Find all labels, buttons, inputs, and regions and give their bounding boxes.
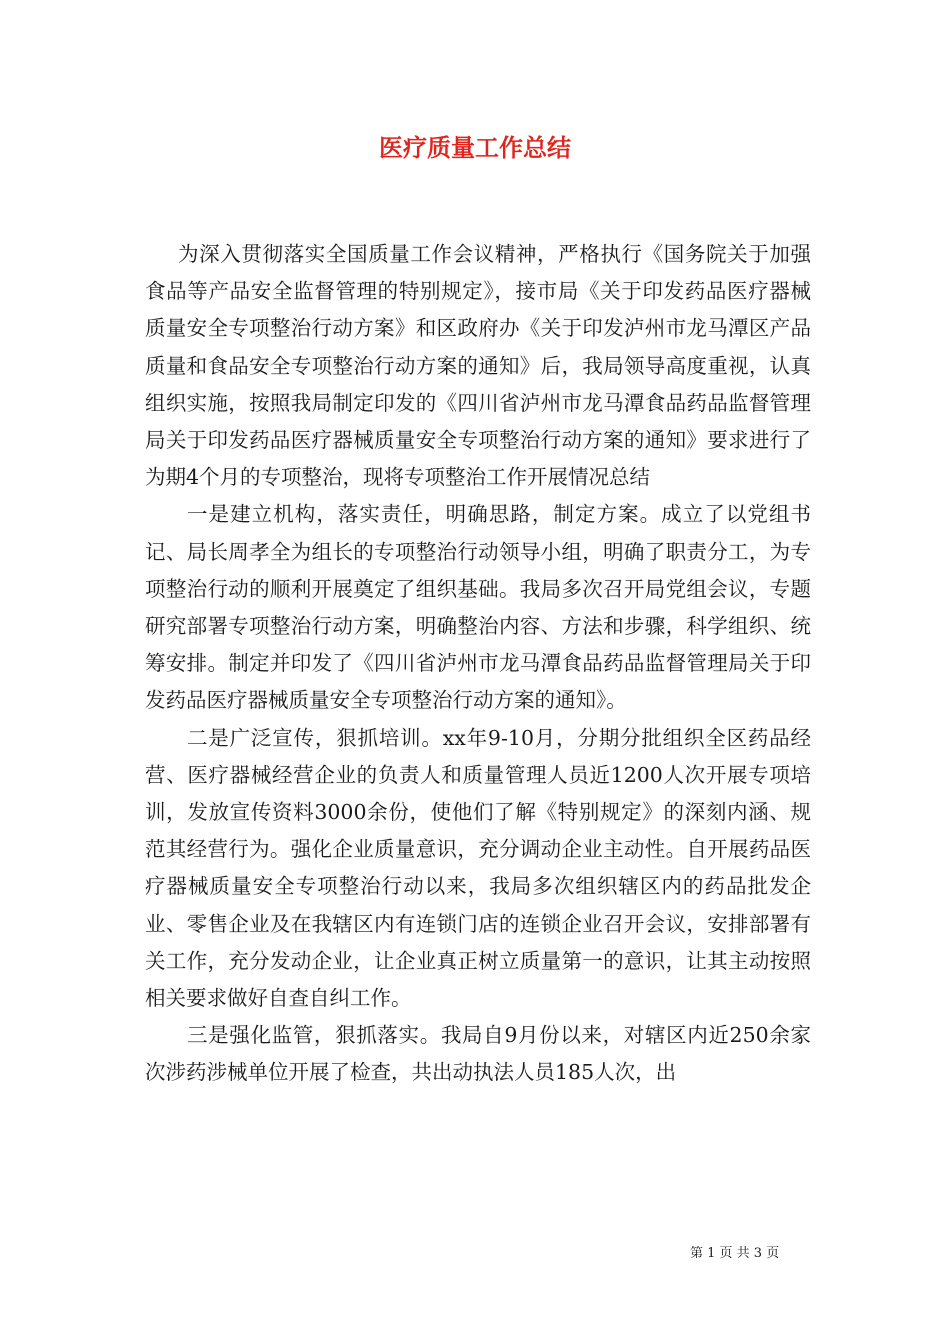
document-body	[145, 236, 811, 1092]
paragraph-organization: 一是建立机构，落实责任，明确思路，制定方案。成立了以党组书记、局长周孝全为组长的专项整治行动领导小组，明确了职责分工，为专项整治行动的顺利开展奠定了组织基础。我局多次召开局党组会议，专题研究部署专项整治行动方案，明确整治内容、方法和步骤，科学组织、统筹安排。制定并印发了《四川省泸州市龙马潭食品药品监督管理局关于印发药品医疗器械质量安全专项整治行动方案的通知》。	[145, 502, 811, 713]
page-number: 第 1 页 共 3 页	[690, 1246, 780, 1261]
paragraph-supervision: 三是强化监管，狠抓落实。我局自9月份以来，对辖区内近250余家次涉药涉械单位开展了检查，共出动执法人员185人次，出	[145, 1023, 811, 1085]
paragraph-intro: 为深入贯彻落实全国质量工作会议精神，严格执行《国务院关于加强食品等产品安全监督管理的特别规定》，接市局《关于印发药品医疗器械质量安全专项整治行动方案》和区政府办《关于印发泸州市龙马潭区产品质量和食品安全专项整治行动方案的通知》后，我局领导高度重视，认真组织实施，按照我局制定印发的《四川省泸州市龙马潭食品药品监督管理局关于印发药品医疗器械质量安全专项整治行动方案的通知》要求进行了为期4个月的专项整治，现将专项整治工作开展情况总结	[145, 242, 811, 490]
paragraph-publicity: 二是广泛宣传，狠抓培训。xx年9-10月，分期分批组织全区药品经营、医疗器械经营企业的负责人和质量管理人员近1200人次开展专项培训，发放宣传资料3000余份，使他们了解《特别规定》的深刻内涵、规范其经营行为。强化企业质量意识，充分调动企业主动性。自开展药品医疗器械质量安全专项整治行动以来，我局多次组织辖区内的药品批发企业、零售企业及在我辖区内有连锁门店的连锁企业召开会议，安排部署有关工作，充分发动企业，让企业真正树立质量第一的意识，让其主动按照相关要求做好自查自纠工作。	[145, 725, 811, 1011]
document-title: 医疗质量工作总结	[379, 134, 571, 162]
